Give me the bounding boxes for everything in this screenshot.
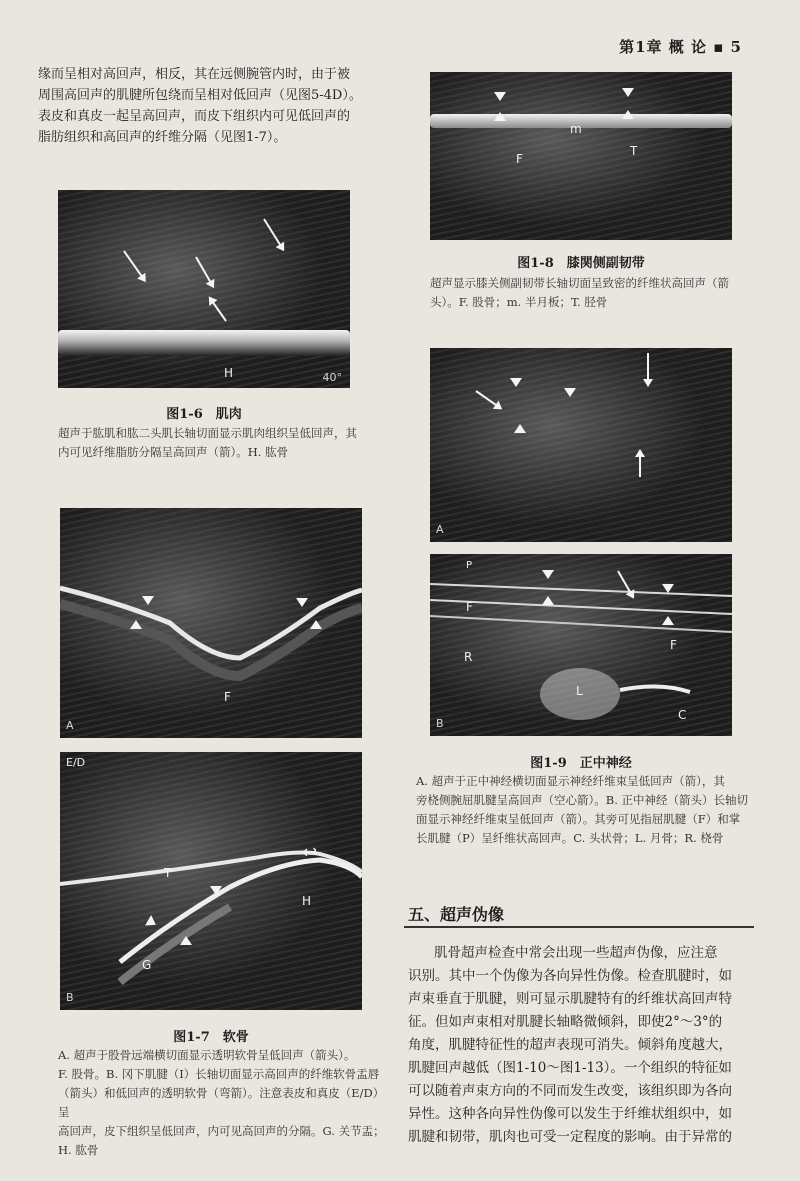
label-f: F (670, 638, 677, 652)
text-line: 表皮和真皮一起呈高回声，而皮下组织内可见低回声的 (38, 109, 351, 124)
arrowhead-icon (542, 570, 554, 579)
panel-letter-a: A (436, 523, 444, 536)
fig-1-7b-image (60, 752, 362, 1010)
curved-arrow-icon: ↩ (302, 842, 318, 863)
section-divider (404, 926, 754, 928)
panel-letter-b: B (66, 991, 74, 1004)
arrowhead-icon (662, 584, 674, 593)
text-line: 肌腱回声越低（图1-10～图1-13）。一个组织的特征如 (408, 1060, 732, 1076)
text-line: 识别。其中一个伪像为各向异性伪像。检查肌腱时，如 (408, 968, 732, 984)
arrowhead-icon (494, 92, 506, 101)
label-f: F (466, 600, 473, 614)
fig-1-8-image (430, 72, 732, 240)
panel-letter-b: B (436, 717, 444, 730)
arrow-icon (123, 250, 145, 281)
caption-line: 超声于肱肌和肱二头肌长轴切面显示肌肉组织呈低回声，其 (58, 426, 357, 440)
caption-line: 高回声，皮下组织呈低回声，内可见高回声的分隔。G. 关节盂； (58, 1124, 385, 1138)
arrowhead-icon (180, 936, 192, 945)
caption-line: 面显示神经纤维束呈低回声（箭）。其旁可见指屈肌腱（F）和掌 (416, 812, 741, 826)
arrow-icon (475, 390, 501, 409)
arrowhead-icon (494, 112, 506, 121)
arrow-icon (195, 257, 214, 287)
shoulder-curve (60, 752, 362, 1010)
label-m: m (570, 122, 582, 136)
text-line: 征。但如声束相对肌腱长轴略微倾斜，即使2°～3°的 (408, 1014, 723, 1030)
fig-1-6-image (58, 190, 350, 388)
arrowhead-icon (564, 388, 576, 397)
caption-line: H. 肱骨 (58, 1143, 99, 1157)
hollow-arrow-icon (647, 353, 649, 385)
label-f: F (224, 690, 231, 704)
caption-line: A. 超声于正中神经横切面显示神经纤维束呈低回声（箭），其 (416, 774, 725, 788)
label-l: L (576, 684, 583, 698)
intro-paragraph (38, 64, 383, 148)
label-g: G (142, 958, 152, 972)
arrowhead-icon (622, 88, 634, 97)
text-line: 可以随着声束方向的不同而发生改变，该组织即为各向 (408, 1083, 732, 1099)
text-line: 周围高回声的肌腱所包绕而呈相对低回声（见图5-4D）。 (38, 88, 362, 103)
text-line: 异性。这种各向异性伪像可以发生于纤维状组织中，如 (408, 1106, 732, 1122)
arrowhead-icon (142, 596, 154, 605)
fig-1-9-title: 图1-9 正中神经 (530, 756, 632, 771)
text-line: 声束垂直于肌腱，则可显示肌腱特有的纤维状高回声特 (408, 991, 732, 1007)
caption-line: （箭头）和低回声的透明软骨（弯箭）。注意表皮和真皮（E/D）呈 (58, 1086, 385, 1119)
label-r: R (464, 650, 473, 664)
label-c: C (678, 708, 687, 722)
arrowhead-icon (542, 596, 554, 605)
fig-1-8-title: 图1-8 膝関侧副韧带 (517, 256, 645, 271)
caption-line: 头）。F. 股骨；m. 半月板；T. 胫骨 (430, 295, 608, 309)
page-header: 第1章 概 论 ▪ 5 (619, 38, 742, 56)
humerus-echo (58, 330, 350, 356)
caption-line: A. 超声于股骨远端横切面显示透明软骨呈低回声（箭头）。 (58, 1048, 356, 1062)
caption-line: 内可见纤维脂肪分隔呈高回声（箭）。H. 肱骨 (58, 445, 289, 459)
section-title: 五、超声伪像 (408, 905, 505, 924)
caption-line: 长肌腱（P）呈纤维状高回声。C. 头状骨；L. 月骨；R. 桡骨 (416, 831, 724, 845)
label-h: H (302, 894, 312, 908)
label-p: P (466, 560, 473, 571)
fig-1-6-caption (58, 424, 358, 462)
arrow-icon (209, 297, 227, 321)
label-ed: E/D (66, 756, 86, 769)
fig-1-9a-image (430, 348, 732, 542)
arrow-icon (263, 218, 284, 250)
arrowhead-icon (662, 616, 674, 625)
text-line: 肌骨超声检查中常会出现一些超声伪像，应注意 (434, 945, 718, 961)
arrowhead-icon (296, 598, 308, 607)
label-f: F (516, 152, 523, 166)
caption-line: F. 股骨。B. 冈下肌腱（I）长轴切面显示高回声的纤维软骨盂唇 (58, 1067, 380, 1081)
fig-1-7-caption (58, 1046, 390, 1160)
arrowhead-icon (514, 424, 526, 433)
text-line: 角度，肌腱特征性的超声表现可消失。倾斜角度越大， (408, 1037, 732, 1053)
arrowhead-icon (510, 378, 522, 387)
arrowhead-icon (622, 110, 634, 119)
fig-1-9-caption (416, 772, 756, 848)
fig-1-7a-image (60, 508, 362, 738)
section-paragraph (408, 942, 758, 1149)
arrow-icon (639, 451, 641, 477)
panel-letter-a: A (66, 719, 74, 732)
text-line: 肌腱和韧带，肌肉也可受一定程度的影响。由于异常的 (408, 1129, 732, 1145)
text-line: 脂肪组织和高回声的纤维分隔（见图1-7）。 (38, 130, 287, 145)
tendon-lines (430, 554, 732, 736)
label-t: T (164, 866, 172, 880)
label-t: T (630, 144, 638, 158)
angle-readout: 40° (322, 371, 342, 384)
fig-1-6-title: 图1-6 肌肉 (166, 407, 242, 422)
arrowhead-icon (130, 620, 142, 629)
caption-line: 超声显示膝关侧副韧带长轴切面呈致密的纤维状高回声（箭 (430, 276, 729, 290)
text-line: 缘而呈相对高回声，相反，其在远侧腕管内时，由于被 (38, 67, 351, 82)
fig-1-7-title: 图1-7 软骨 (173, 1030, 249, 1045)
label-h: H (224, 366, 234, 380)
arrowhead-icon (210, 886, 222, 895)
fig-1-9b-image (430, 554, 732, 736)
fig-1-8-caption (430, 274, 750, 312)
arrowhead-icon (310, 620, 322, 629)
caption-line: 旁桡侧腕屈肌腱呈高回声（空心箭）。B. 正中神经（箭头）长轴切 (416, 793, 749, 807)
